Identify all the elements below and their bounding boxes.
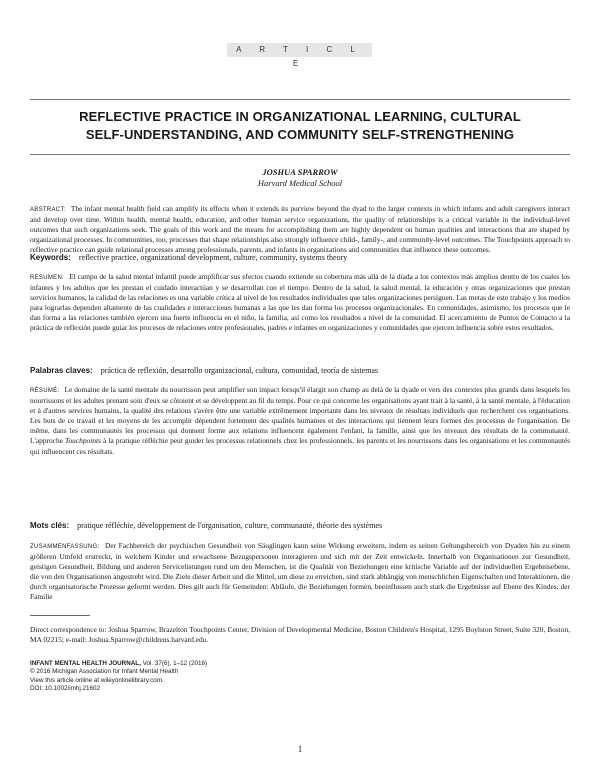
journal-name: INFANT MENTAL HEALTH JOURNAL, <box>30 660 141 667</box>
journal-copyright: © 2016 Michigan Association for Infant Mental Health <box>30 668 179 676</box>
abstract-label: ABSTRACT: <box>30 207 66 213</box>
keywords-label: Keywords: <box>30 253 71 262</box>
resume-text-before: Le domaine de la santé mentale du nourrisson peut amplifier son impact lorsqu'il élargit son champ au delà de la dyade et vers des contextes plus grands dans lesquels les nourrissons et les adultes prenant soin d'eux se côtoient et se développent au fil du temps. Pour ce qui concerne les organisations ayant trait à la santé, à la santé mentale, à l'éducation et à d'autres services humains, la qualité des relations s'avère être une variable extrêmement importante dans les niveaux de résultats individuels que recherchent ces organisations. Les buts de ce travail et les moyens de les accomplir dépendent fortement des qualités humaines et des interactions qui tiennent leurs formes des processus de l'organisation. De même, dans les communautés les processus qui donnent forme aux relations influencent également l'enfant, la famille, ainsi que les niveaux des résultats de la communauté. L'approche <box>30 385 570 446</box>
journal-online: View this article online at wileyonlinelibrary.com. <box>30 676 164 684</box>
resume-label: RÉSUMÉ: <box>30 388 60 394</box>
resume-text-after: à la pratique réfléchie peut guider les processus relationnels chez les professionnels, les parents et les nourrissons dans les organisations et les communautés qui influencent ces résultats. <box>30 436 570 456</box>
resumen-label: RESUMEN: <box>30 275 65 281</box>
title-bottom-rule <box>30 154 570 155</box>
keywords-english <box>30 252 570 263</box>
article-type-tag: A R T I C L E <box>227 43 372 57</box>
article-title <box>30 108 570 144</box>
mots-cles-text: pratique réfléchie, développement de l'organisation, culture, communauté, théorie des systèmes <box>77 521 383 530</box>
title-line-1: REFLECTIVE PRACTICE IN ORGANIZATIONAL LEARNING, CULTURAL <box>79 109 521 124</box>
mots-cles-label: Mots clés: <box>30 521 70 530</box>
resumen-text: El campo de la salud mental infantil puede amplificar sus efectos cuando extiende su cobertura más allá de la díada a los contextos más amplios dentro de los cuales los infantes y los adultos que les prestan el cuidado interactúan y se desarrollan con el tiempo. Dentro de la salud, la salud mental, la educación y otras organizaciones que prestan servicios humanos, la calidad de las relaciones es una variable crítica al nivel de los resultados individuales que tales organizaciones persiguen. Las metas de este trabajo y los medios para lograrlas dependen altamente de las cualidades e interacciones humanas a las que les dan forma los procesos organizacionales. En comunidades, asimismo, los procesos que le dan forma a las relaciones también ejercen una fuerte influencia en el niño, la familia, así como los resultados a nivel de la comunidad. El acercamiento de Puntos de Contacto a la práctica de reflexión puede guiar los procesos de relaciones entre profesionales, padres e infantes en organizaciones y comunidades que ejercen influencia sobre estos resultados. <box>30 272 570 333</box>
title-line-2: SELF-UNDERSTANDING, AND COMMUNITY SELF-STRENGTHENING <box>85 127 515 142</box>
journal-doi: DOI: 10.1002/imhj.21602 <box>30 684 101 692</box>
keywords-spanish <box>30 365 570 376</box>
palabras-claves-label: Palabras claves: <box>30 366 93 375</box>
author-block <box>30 167 570 189</box>
journal-info <box>30 660 430 693</box>
palabras-claves-text: práctica de reflexión, desarrollo organizacional, cultura, comunidad, teoría de sistemas <box>100 366 379 375</box>
resume-text-italic: Touchpoints <box>65 436 101 446</box>
abstract-french <box>30 385 570 457</box>
abstract-text: The infant mental health field can amplify its effects when it extends its purview beyond the dyad to the larger contexts in which infants and adult caregivers interact and develop over time. Within health, mental health, education, and other human service organizations, the quality of relationships is a critical variable in the individual-level outcomes that such organizations seek. The goals of this work and the means for accomplishing them are highly dependent on human qualities and interactions that are shaped by organizational processes. In communities, too, processes that shape relationships also strongly influence child-, family-, and community-level outcomes. The Touchpoints approach to reflective practice can guide relational processes among professionals, parents, and infants in organizations and communities that influence these outcomes. <box>30 204 571 255</box>
footnote-rule <box>30 615 90 616</box>
zusammenfassung-text: Der Fachbereich der psychischen Gesundheit von Säuglingen kann seine Wirkung erweitern, indem es seinen Geltungsbereich von Dyaden hin zu einem größeren Umfeld erstreckt, in welchem Kinder und erwachsene Bezugspersonen interagieren und sich mit der Zeit entwickeln. Innerhalb von Organisationen zur Gesundheit, geistigen Gesundheit, Bildung und anderen Servicelistungen rund um den Menschen, ist die Qualität von Beziehungen eine kritische Variable auf der individuellen Ergebnisebene, die von den Organisationen angestrebt wird. Die Ziele dieser Arbeit und die Mittel, um diese zu erreichen, sind stark abhängig von menschlichen Eigenschaften und Interaktionen, die durch organisatorische Prozesse geformt werden. Dies gilt auch für Gemeinden: Abläufe, die Beziehungen formen, beeinflussen auch stark die Ergebnisse auf Ebene des Kindes, der Familie <box>30 541 570 602</box>
keywords-french <box>30 520 570 531</box>
page-number: 1 <box>297 744 303 754</box>
abstract-spanish <box>30 272 570 334</box>
keywords-text: reflective practice, organizational development, culture, community, systems theory <box>78 253 348 262</box>
abstract-english <box>30 204 570 255</box>
correspondence-note: Direct correspondence to: Joshua Sparrow, Brazelton Touchpoints Center, Division of Developmental Medicine, Boston Children's Hospital, 1295 Boylston Street, Suite 320, Boston, MA 02215; e-mail: Joshua.Sparrow@childrens.harvard.edu. <box>30 625 570 645</box>
zusammenfassung-label: ZUSAMMENFASSUNG: <box>30 544 100 550</box>
journal-volume: Vol. 37(6), 1–12 (2016) <box>142 660 208 667</box>
author-name: JOSHUA SPARROW <box>262 167 338 177</box>
title-top-rule <box>30 99 570 100</box>
abstract-german <box>30 541 570 603</box>
author-affiliation: Harvard Medical School <box>257 178 343 188</box>
